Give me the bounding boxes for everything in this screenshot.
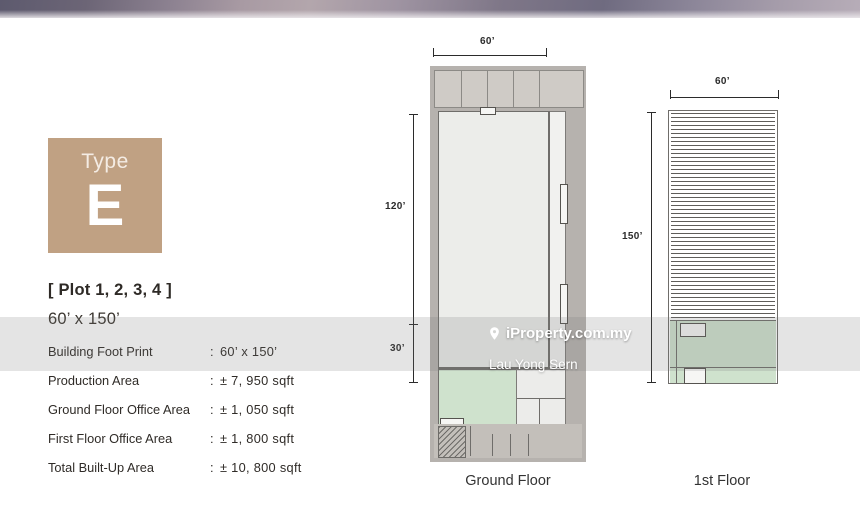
ff-top-dim-tick-right — [778, 90, 779, 99]
spec-label: Ground Floor Office Area — [48, 402, 191, 417]
gf-rear-line-4 — [528, 434, 529, 456]
gf-height-label: 120’ — [385, 201, 406, 212]
spec-label: First Floor Office Area — [48, 431, 173, 446]
table-row — [48, 460, 348, 489]
spec-separator: : — [210, 344, 214, 359]
ff-top-dim-line — [670, 97, 778, 98]
ff-top-dim-tick-left — [670, 90, 671, 99]
table-row — [48, 373, 348, 402]
location-pin-icon — [487, 326, 502, 341]
spec-label: Total Built-Up Area — [48, 460, 154, 475]
spec-value: ± 10, 800 sqft — [220, 460, 302, 475]
spec-value: ± 1, 050 sqft — [220, 402, 295, 417]
ff-left-dim-tick-bottom — [647, 382, 656, 383]
photo-haze — [0, 10, 860, 18]
spec-value: 60’ x 150’ — [220, 344, 278, 359]
gf-rear-line-3 — [510, 434, 511, 456]
gf-service-divider — [517, 398, 565, 399]
plot-label: [ Plot 1, 2, 3, 4 ] — [48, 281, 172, 299]
ground-floor-caption: Ground Floor — [465, 473, 551, 489]
ff-height-label: 150’ — [622, 231, 643, 242]
spec-label: Building Foot Print — [48, 344, 153, 359]
lot-dimension-label: 60’ x 150’ — [48, 310, 121, 328]
gf-top-dim-line — [433, 55, 546, 56]
type-badge-word: Type — [81, 150, 129, 173]
gf-lower-height-label: 30’ — [390, 343, 405, 354]
spec-separator: : — [210, 460, 214, 475]
gf-parking-hatch — [438, 426, 466, 458]
table-row — [48, 431, 348, 460]
watermark-brand-text: iProperty.com.my — [506, 325, 632, 342]
gf-door-upper — [560, 184, 568, 224]
gf-left-dim-tick-top — [409, 114, 418, 115]
gf-top-dim-tick-right — [546, 48, 547, 57]
header-photo-strip — [0, 0, 860, 18]
gf-front-yard — [434, 70, 584, 108]
gf-rear-line-2 — [492, 434, 493, 456]
spec-separator: : — [210, 431, 214, 446]
type-badge — [48, 138, 162, 253]
gf-top-dim-tick-left — [433, 48, 434, 57]
spec-separator: : — [210, 402, 214, 417]
watermark-agent-name: Lau Yong Sern — [489, 357, 578, 372]
spec-label: Production Area — [48, 373, 140, 388]
watermark-brand — [487, 325, 632, 342]
first-floor-caption: 1st Floor — [693, 473, 751, 489]
spec-value: ± 7, 950 sqft — [220, 373, 295, 388]
ground-floor-plan — [430, 66, 586, 462]
gf-rear-line-1 — [470, 426, 471, 456]
spec-value: ± 1, 800 sqft — [220, 431, 295, 446]
ff-width-label: 60’ — [715, 76, 730, 87]
gf-width-label: 60’ — [480, 36, 495, 47]
ff-void-hatch — [671, 113, 775, 319]
spec-separator: : — [210, 373, 214, 388]
ff-left-dim-tick-top — [647, 112, 656, 113]
gf-door-entry — [480, 107, 496, 115]
gf-left-dim-tick-bottom — [409, 382, 418, 383]
type-badge-letter: E — [85, 173, 125, 238]
table-row — [48, 402, 348, 431]
watermark-band — [0, 317, 860, 371]
